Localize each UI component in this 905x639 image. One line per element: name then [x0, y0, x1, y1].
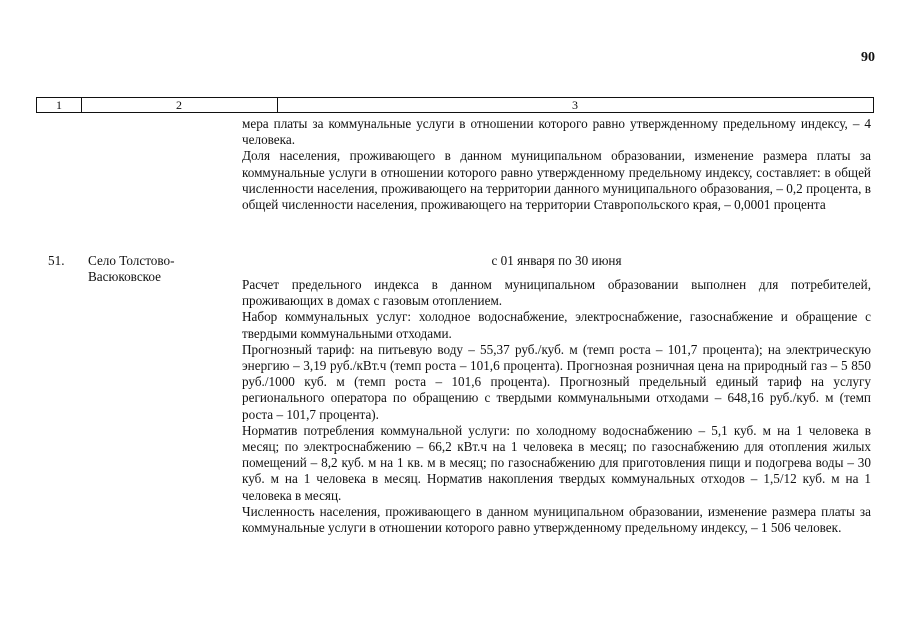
entry-number: 51. — [48, 253, 65, 268]
entry-period: с 01 января по 30 июня — [491, 253, 622, 268]
paragraph: Прогнозный тариф: на питьевую воду – 55,37 руб./куб. м (темп роста – 101,7 процента); на электрическую энергию – 3,19 руб./кВт.ч (темп роста – 101,6 процента). Прогнозная розничная цена на природный газ – 5 850 руб./1000 куб. м (темп роста – 101,6 процента). Прогнозный предельный единый тариф на услугу регионального оператора по обращению с твердыми коммунальными отходами – 648,16 руб./куб. м (темп роста – 101,7 процента). — [242, 341, 871, 422]
entry-name: Село Толстово-Васюковское — [88, 253, 175, 285]
paragraph: мера платы за коммунальные услуги в отношении которого равно утвержденному предельному индексу, – 4 человека. — [242, 116, 871, 148]
continuation-text — [242, 116, 871, 213]
paragraph: Расчет предельного индекса в данном муниципальном образовании выполнен для потребителей, проживающих в домах с газовым отоплением. — [242, 277, 871, 309]
header-col-1: 1 — [37, 98, 82, 112]
entry-description — [242, 277, 871, 536]
page-number: 90 — [861, 50, 875, 65]
header-col-3 — [277, 98, 873, 112]
paragraph: Набор коммунальных услуг: холодное водоснабжение, электроснабжение, газоснабжение и обращение с твердыми коммунальными отходами. — [242, 309, 871, 341]
table-header-row — [36, 97, 874, 113]
paragraph: Норматив потребления коммунальной услуги: по холодному водоснабжению – 5,1 куб. м на 1 человека в месяц; по электроснабжению – 66,2 кВт.ч на 1 человека в месяц; по газоснабжению для отопления жилых помещений – 8,2 куб. м на 1 кв. м в месяц; по газоснабжению для приготовления пищи и подогрева воды – 30 куб. м на 1 человека в месяц. Норматив накопления твердых коммунальных отходов – 1,5/12 куб. м на 1 человека в месяц. — [242, 422, 871, 503]
header-col-2: 2 — [81, 98, 278, 112]
header-col-3-label: 3 — [572, 98, 578, 112]
paragraph: Численность населения, проживающего в данном муниципальном образовании, изменение размера платы за коммунальные услуги в отношении которого равно утвержденному предельному индексу, – 1 506 человек. — [242, 503, 871, 536]
paragraph: Доля населения, проживающего в данном муниципальном образовании, изменение размера платы за коммунальные услуги в отношении которого равно утвержденному предельному индексу, составляет: в общей численности населения, проживающего на территории данного муниципального образования, – 0,2 процента, в общей численности населения, проживающего на территории Ставропольского края, – 0,0001 процента — [242, 148, 871, 213]
